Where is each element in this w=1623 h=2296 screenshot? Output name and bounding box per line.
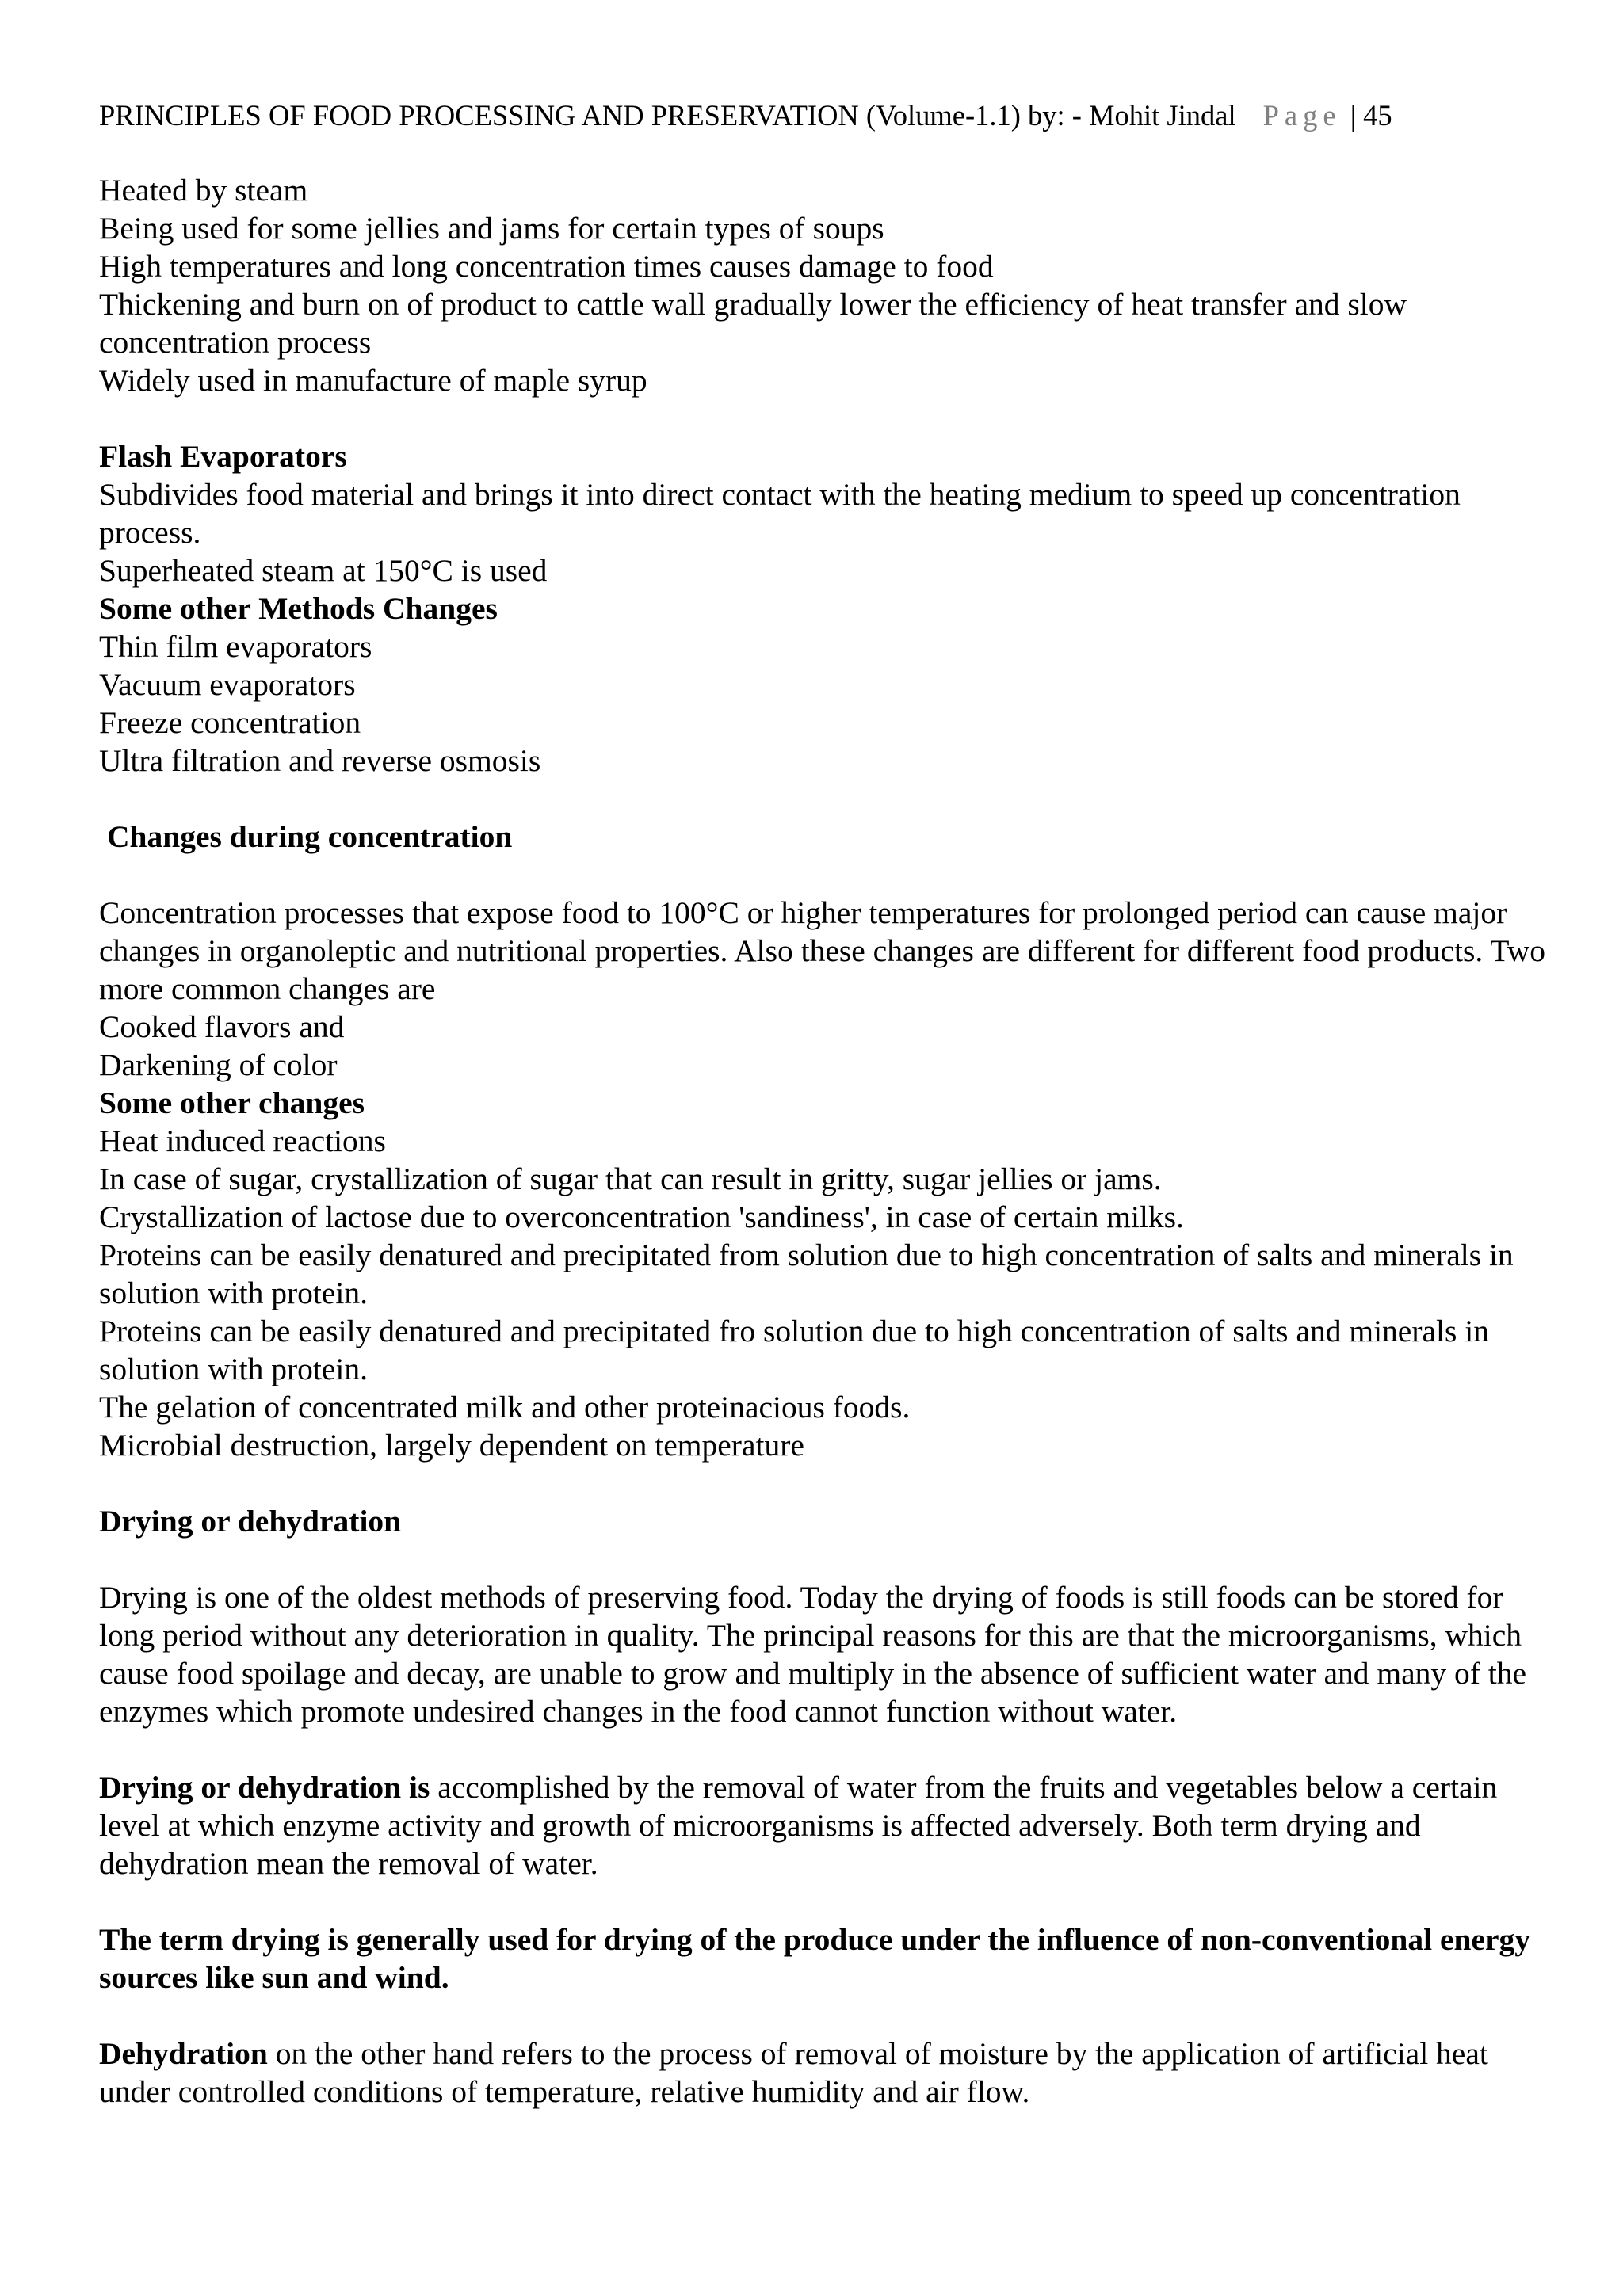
other-methods-heading: Some other Methods Changes [99,591,498,626]
kettle-section [99,171,1549,399]
change-item: Microbial destruction, largely dependent on temperature [99,1428,804,1463]
header-page-word: Page [1262,99,1342,132]
changes-section [99,818,1549,1464]
change-item: The gelation of concentrated milk and other proteinacious foods. [99,1390,911,1425]
drying-definition-text: accomplished by the removal of water from the fruits and vegetables below a certain level at which enzyme activity and growth of microorganisms is affected adversely. Both term drying and dehydration mean the removal of water. [99,1770,1498,1881]
flash-line: Subdivides food material and brings it into direct contact with the heating medium to speed up concentration process. [99,477,1461,550]
drying-paragraph [99,1768,1549,1882]
change-item: Proteins can be easily denatured and precipitated from solution due to high concentration of salts and minerals in solution with protein. [99,1238,1514,1310]
page-header [99,97,1565,135]
common-change: Cooked flavors and [99,1009,345,1044]
changes-heading: Changes during concentration [107,819,513,854]
drying-section [99,1502,1549,2111]
change-item: Heat induced reactions [99,1123,386,1158]
drying-term-note: The term drying is generally used for drying of the produce under the influence of non-conventional energy sources like sun and wind. [99,1922,1531,1995]
method-item: Thin film evaporators [99,629,372,664]
other-changes-heading: Some other changes [99,1085,365,1120]
kettle-line: Widely used in manufacture of maple syrup [99,363,647,398]
change-item: Crystallization of lactose due to overconcentration 'sandiness', in case of certain milks. [99,1199,1184,1234]
change-item: Proteins can be easily denatured and precipitated fro solution due to high concentration of salts and minerals in solution with protein. [99,1314,1489,1386]
kettle-line: Heated by steam [99,173,308,208]
drying-definition-term: Drying or dehydration is [99,1770,430,1805]
kettle-line: Thickening and burn on of product to cattle wall gradually lower the efficiency of heat transfer and slow concentration process [99,287,1407,360]
kettle-line: High temperatures and long concentration times causes damage to food [99,249,994,284]
dehydration-term: Dehydration [99,2036,268,2071]
dehydration-text: on the other hand refers to the process of removal of moisture by the application of artificial heat under controlled conditions of temperature, relative humidity and air flow. [99,2036,1488,2109]
drying-paragraph: Drying is one of the oldest methods of preserving food. Today the drying of foods is still foods can be stored for long period without any deterioration in quality. The principal reasons for this are that the microorganisms, which cause food spoilage and decay, are unable to grow and multiply in the absence of sufficient water and many of the enzymes which promote undesired changes in the food cannot function without water. [99,1580,1527,1729]
flash-heading: Flash Evaporators [99,439,347,474]
header-title: PRINCIPLES OF FOOD PROCESSING AND PRESERVATION (Volume-1.1) by: - Mohit Jindal [99,99,1236,132]
flash-section [99,437,1549,780]
method-item: Freeze concentration [99,705,361,740]
method-item: Ultra filtration and reverse osmosis [99,743,541,778]
flash-line: Superheated steam at 150°C is used [99,553,548,588]
page-body [99,171,1549,2111]
change-item: In case of sugar, crystallization of sugar that can result in gritty, sugar jellies or jams. [99,1161,1162,1196]
header-separator: | [1350,99,1356,132]
changes-intro: Concentration processes that expose food to 100°C or higher temperatures for prolonged period can cause major changes in organoleptic and nutritional properties. Also these changes are different for different food products. Two more common changes are [99,895,1546,1006]
method-item: Vacuum evaporators [99,667,356,702]
header-page-number: 45 [1363,99,1392,132]
kettle-line: Being used for some jellies and jams for certain types of soups [99,211,884,246]
common-change: Darkening of color [99,1047,338,1082]
drying-heading: Drying or dehydration [99,1504,402,1539]
dehydration-paragraph [99,2035,1549,2111]
